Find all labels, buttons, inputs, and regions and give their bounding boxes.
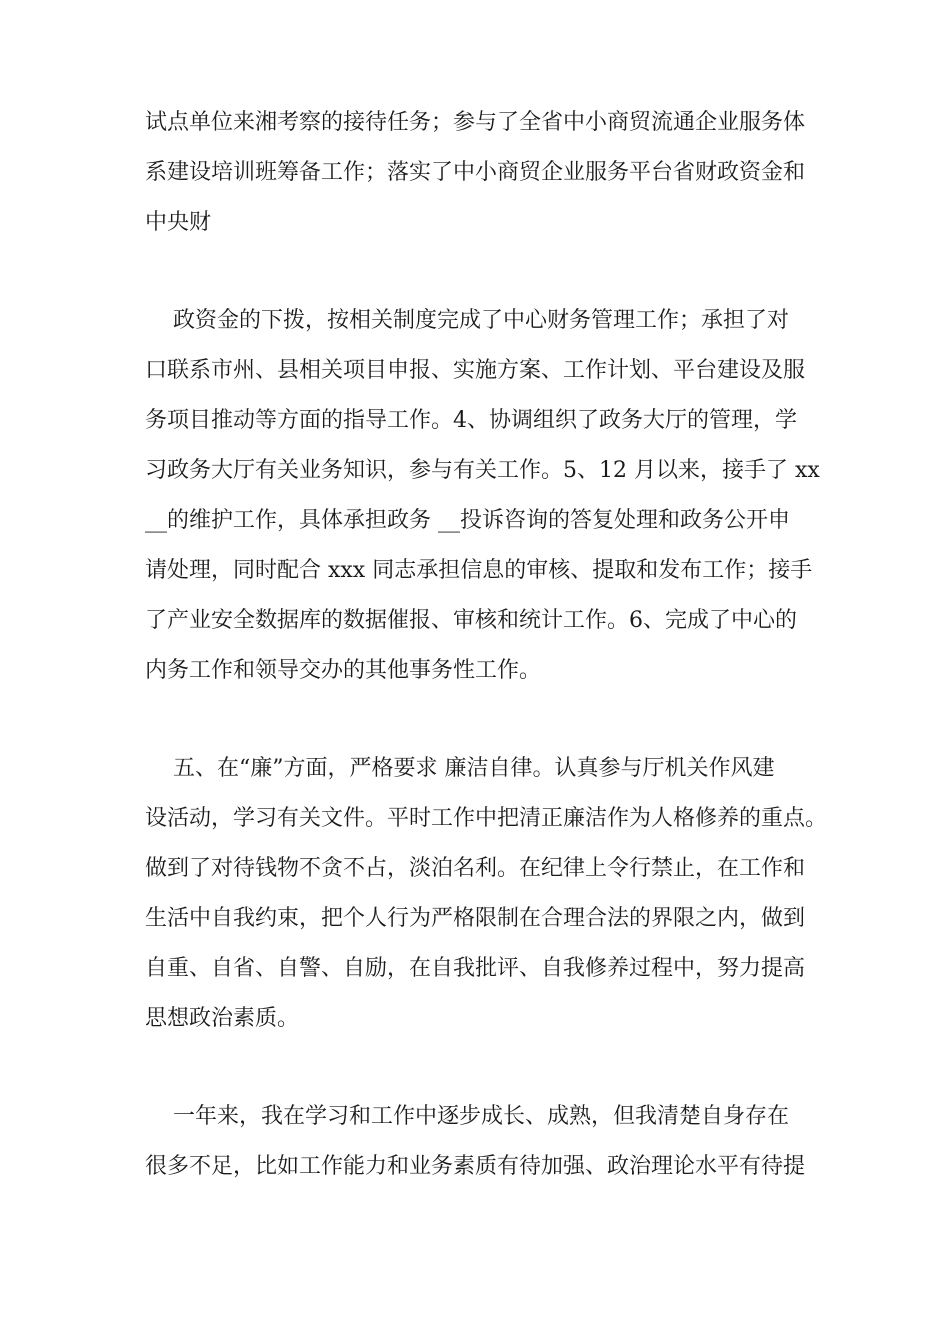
- text-line: 系建设培训班筹备工作；落实了中小商贸企业服务平台省财政资金和: [145, 160, 806, 185]
- text-line: 试点单位来湘考察的接待任务；参与了全省中小商贸流通企业服务体: [145, 110, 806, 135]
- text-line: 内务工作和领导交办的其他事务性工作。: [145, 658, 542, 683]
- text-line: __的维护工作，具体承担政务 __投诉咨询的答复处理和政务公开申: [145, 508, 790, 533]
- text-line: 生活中自我约束，把个人行为严格限制在合理合法的界限之内，做到: [145, 906, 806, 931]
- text-line: 一年来，我在学习和工作中逐步成长、成熟，但我清楚自身存在: [145, 1104, 789, 1129]
- text-line: 五、在“廉”方面，严格要求 廉洁自律。认真参与厅机关作风建: [145, 756, 775, 781]
- text-line: 自重、自省、自警、自励，在自我批评、自我修养过程中，努力提高: [145, 956, 806, 981]
- text-line: 政资金的下拨，按相关制度完成了中心财务管理工作；承担了对: [145, 308, 789, 333]
- paragraph-2: [145, 296, 825, 696]
- text-line: 口联系市州、县相关项目申报、实施方案、工作计划、平台建设及服: [145, 358, 806, 383]
- text-line: 做到了对待钱物不贪不占，淡泊名利。在纪律上令行禁止，在工作和: [145, 856, 806, 881]
- text-line: 请处理，同时配合 xxx 同志承担信息的审核、提取和发布工作；接手: [145, 558, 813, 583]
- paragraph-4: [145, 1092, 825, 1192]
- paragraph-3: [145, 744, 828, 1044]
- text-line: 思想政治素质。: [145, 1006, 300, 1031]
- text-line: 了产业安全数据库的数据催报、审核和统计工作。6、完成了中心的: [145, 608, 797, 633]
- text-line: 中央财: [145, 210, 212, 235]
- text-line: 习政务大厅有关业务知识，参与有关工作。5、12 月以来，接手了 xx: [145, 458, 820, 483]
- paragraph-1: [145, 98, 825, 248]
- text-line: 务项目推动等方面的指导工作。4、协调组织了政务大厅的管理，学: [145, 408, 797, 433]
- text-line: 设活动，学习有关文件。平时工作中把清正廉洁作为人格修养的重点。: [145, 806, 828, 831]
- text-line: 很多不足，比如工作能力和业务素质有待加强、政治理论水平有待提: [145, 1154, 806, 1179]
